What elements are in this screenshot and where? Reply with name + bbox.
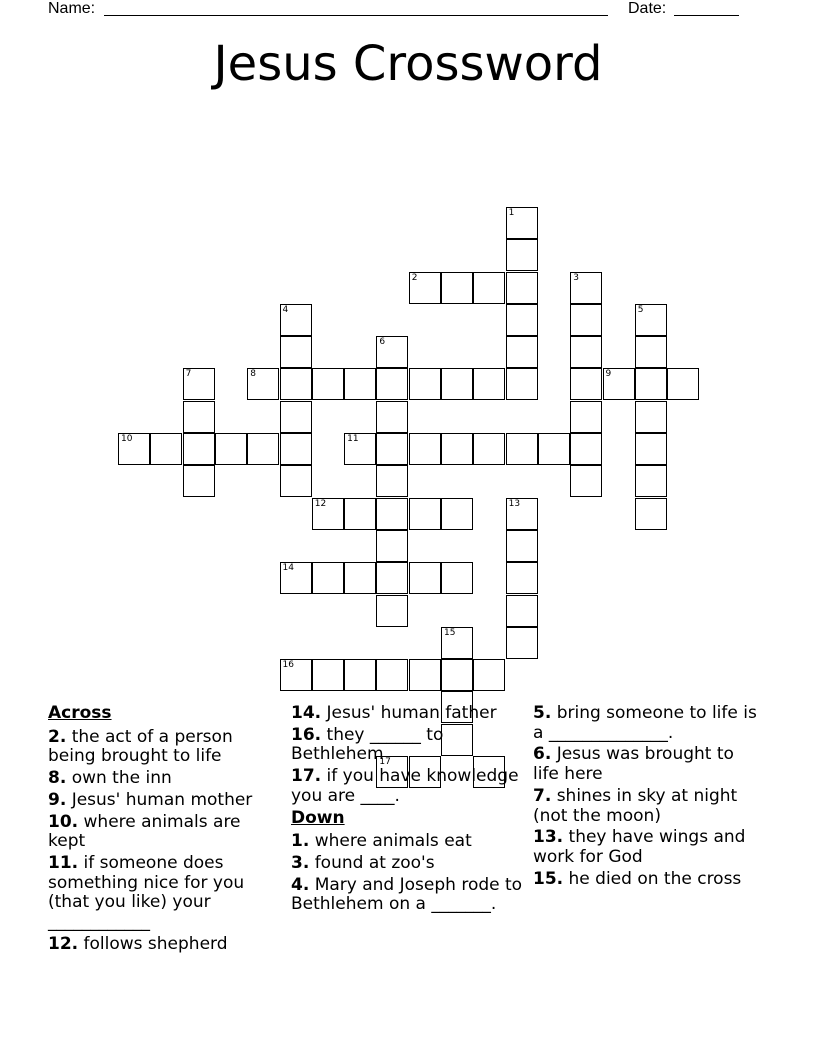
across-heading: Across <box>48 703 112 723</box>
clue-number: 3. <box>291 852 310 873</box>
crossword-cell[interactable] <box>570 368 602 400</box>
crossword-cell[interactable] <box>280 562 312 594</box>
down-clue <box>533 870 765 890</box>
clue-text: Jesus was brought to life here <box>533 744 734 785</box>
crossword-cell[interactable] <box>376 368 408 400</box>
crossword-cell[interactable] <box>506 562 538 594</box>
crossword-cell[interactable] <box>473 368 505 400</box>
crossword-cell[interactable] <box>506 368 538 400</box>
down-clue <box>291 854 523 874</box>
clue-text: own the inn <box>66 768 172 789</box>
clue-text: bring someone to life is a ______________. <box>533 703 757 743</box>
crossword-cell[interactable] <box>280 659 312 691</box>
down-heading: Down <box>291 807 345 828</box>
across-clue <box>48 813 280 852</box>
crossword-cell[interactable] <box>280 465 312 497</box>
across-clue <box>291 767 523 806</box>
crossword-cell[interactable] <box>344 659 376 691</box>
crossword-cell[interactable] <box>376 659 408 691</box>
clue-number: 12. <box>48 933 79 954</box>
crossword-cell[interactable] <box>312 498 344 530</box>
crossword-cell[interactable] <box>376 336 408 368</box>
clue-number: 11 <box>347 434 359 444</box>
crossword-cell[interactable] <box>506 433 538 465</box>
crossword-cell[interactable] <box>409 659 441 691</box>
across-clue <box>48 769 280 789</box>
crossword-cell[interactable] <box>570 465 602 497</box>
clue-number: 9. <box>48 789 67 810</box>
clue-number: 1. <box>291 831 310 852</box>
crossword-cell[interactable] <box>473 433 505 465</box>
crossword-cell[interactable] <box>344 368 376 400</box>
crossword-cell[interactable] <box>506 272 538 304</box>
crossword-cell[interactable] <box>409 498 441 530</box>
clue-number: 16 <box>282 660 294 671</box>
crossword-cell[interactable] <box>570 336 602 368</box>
crossword-cell[interactable] <box>312 562 344 594</box>
clue-number: 14. <box>291 703 322 723</box>
clue-number: 14 <box>282 563 294 574</box>
crossword-cell[interactable] <box>506 530 538 562</box>
crossword-cell[interactable] <box>506 595 538 627</box>
crossword-cell[interactable] <box>183 465 215 497</box>
crossword-cell[interactable] <box>570 272 602 304</box>
crossword-cell[interactable] <box>441 272 473 304</box>
crossword-cell[interactable] <box>570 433 602 465</box>
clue-text: if someone does something nice for you (that you like) your ____________ <box>48 852 245 933</box>
crossword-cell[interactable] <box>473 272 505 304</box>
down-clue <box>533 704 765 743</box>
clue-text: shines in sky at night (not the moon) <box>533 785 738 826</box>
clue-text: where animals are kept <box>48 811 241 852</box>
crossword-cell[interactable] <box>667 368 699 400</box>
crossword-cell[interactable] <box>118 433 150 465</box>
crossword-cell[interactable] <box>506 336 538 368</box>
across-clue <box>48 728 280 767</box>
clue-number: 12 <box>314 498 327 509</box>
crossword-cell[interactable] <box>409 368 441 400</box>
clue-number: 4 <box>282 304 289 315</box>
clue-text: found at zoo's <box>309 852 435 873</box>
date-label: Date: <box>628 0 667 17</box>
down-clue <box>533 787 765 826</box>
crossword-cell[interactable] <box>344 562 376 594</box>
crossword-cell[interactable] <box>538 433 570 465</box>
clue-number: 16. <box>291 724 322 745</box>
clue-text: Jesus' human father <box>321 703 497 723</box>
crossword-cell[interactable] <box>506 627 538 659</box>
clue-text: they ______ to Bethlehem <box>291 724 444 765</box>
clue-text: the act of a person being brought to life <box>48 726 233 767</box>
crossword-cell[interactable] <box>409 272 441 304</box>
clue-number: 2 <box>411 272 418 283</box>
crossword-cell[interactable] <box>376 433 408 465</box>
crossword-cell[interactable] <box>280 336 312 368</box>
clue-text: follows shepherd <box>78 933 228 954</box>
crossword-cell[interactable] <box>376 498 408 530</box>
crossword-cell[interactable] <box>376 562 408 594</box>
clue-number: 13 <box>508 498 521 509</box>
crossword-cell[interactable] <box>344 433 376 465</box>
crossword-cell[interactable] <box>441 659 473 691</box>
clue-number: 10 <box>121 434 133 444</box>
crossword-cell[interactable] <box>570 401 602 433</box>
crossword-cell[interactable] <box>312 368 344 400</box>
clue-number: 13. <box>533 827 564 848</box>
clue-text: where animals eat <box>309 831 472 852</box>
crossword-cell[interactable] <box>409 433 441 465</box>
crossword-cell[interactable] <box>506 207 538 239</box>
crossword-cell[interactable] <box>635 304 667 336</box>
across-clue <box>48 791 280 811</box>
clue-number: 2. <box>48 726 67 747</box>
clue-text: Jesus' human mother <box>66 789 253 810</box>
clue-number: 7 <box>185 369 192 380</box>
clue-number: 3 <box>573 272 579 283</box>
clue-number: 9 <box>605 369 612 380</box>
crossword-cell[interactable] <box>183 401 215 433</box>
clue-number: 17 <box>379 757 391 767</box>
crossword-cell[interactable] <box>441 433 473 465</box>
crossword-cell[interactable] <box>506 304 538 336</box>
clue-number: 5. <box>533 703 552 723</box>
across-clue <box>48 854 280 933</box>
crossword-cell[interactable] <box>603 368 635 400</box>
crossword-cell[interactable] <box>570 304 602 336</box>
crossword-cell[interactable] <box>441 627 473 659</box>
clue-number: 7. <box>533 785 552 806</box>
crossword-cell[interactable] <box>635 498 667 530</box>
crossword-cell[interactable] <box>409 562 441 594</box>
crossword-cell[interactable] <box>376 530 408 562</box>
clue-text: he died on the cross <box>563 868 742 889</box>
across-clue <box>291 704 523 724</box>
name-label: Name: <box>48 0 96 17</box>
down-clue <box>291 876 523 915</box>
crossword-cell[interactable] <box>635 368 667 400</box>
crossword-cell[interactable] <box>376 465 408 497</box>
clues-column-3 <box>533 704 765 891</box>
crossword-cell[interactable] <box>441 498 473 530</box>
clue-text: if you have knowledge you are ____. <box>291 766 519 806</box>
crossword-cell[interactable] <box>247 433 279 465</box>
clue-number: 15. <box>533 868 564 889</box>
crossword-cell[interactable] <box>635 465 667 497</box>
clue-number: 8. <box>48 768 67 789</box>
clue-number: 6 <box>379 337 386 348</box>
clue-text: they have wings and work for God <box>533 827 746 867</box>
crossword-cell[interactable] <box>280 433 312 465</box>
crossword-cell[interactable] <box>376 595 408 627</box>
clue-number: 17. <box>291 766 322 787</box>
clue-number: 4. <box>291 874 310 895</box>
clue-number: 5 <box>637 304 644 315</box>
crossword-cell[interactable] <box>344 498 376 530</box>
crossword-cell[interactable] <box>183 433 215 465</box>
page-title: Jesus Crossword <box>213 36 603 92</box>
crossword-cell[interactable] <box>247 368 279 400</box>
crossword-cell[interactable] <box>441 368 473 400</box>
crossword-cell[interactable] <box>312 659 344 691</box>
crossword-cell[interactable] <box>635 336 667 368</box>
crossword-cell[interactable] <box>183 368 215 400</box>
clue-number: 1 <box>508 207 515 218</box>
clue-number: 10. <box>48 811 79 832</box>
clue-number: 8 <box>250 369 256 380</box>
down-clue <box>533 828 765 867</box>
crossword-cell[interactable] <box>506 498 538 530</box>
crossword-cell[interactable] <box>473 659 505 691</box>
across-clue <box>48 935 280 955</box>
down-clue <box>533 745 765 784</box>
crossword-cell[interactable] <box>441 562 473 594</box>
clues-column-1 <box>48 704 280 956</box>
crossword-cell[interactable] <box>280 304 312 336</box>
crossword-cell[interactable] <box>280 401 312 433</box>
crossword-cell[interactable] <box>635 433 667 465</box>
clues-column-2 <box>291 704 523 917</box>
clue-text: Mary and Joseph rode to Bethlehem on a _______. <box>291 874 523 915</box>
clue-number: 15 <box>444 627 456 638</box>
crossword-cell[interactable] <box>506 239 538 271</box>
crossword-cell[interactable] <box>376 401 408 433</box>
across-clue <box>291 726 523 765</box>
down-clue <box>291 832 523 852</box>
clue-number: 11. <box>48 852 79 873</box>
crossword-cell[interactable] <box>280 368 312 400</box>
crossword-cell[interactable] <box>150 433 182 465</box>
crossword-cell[interactable] <box>215 433 247 465</box>
clue-number: 6. <box>533 744 552 765</box>
crossword-cell[interactable] <box>635 401 667 433</box>
